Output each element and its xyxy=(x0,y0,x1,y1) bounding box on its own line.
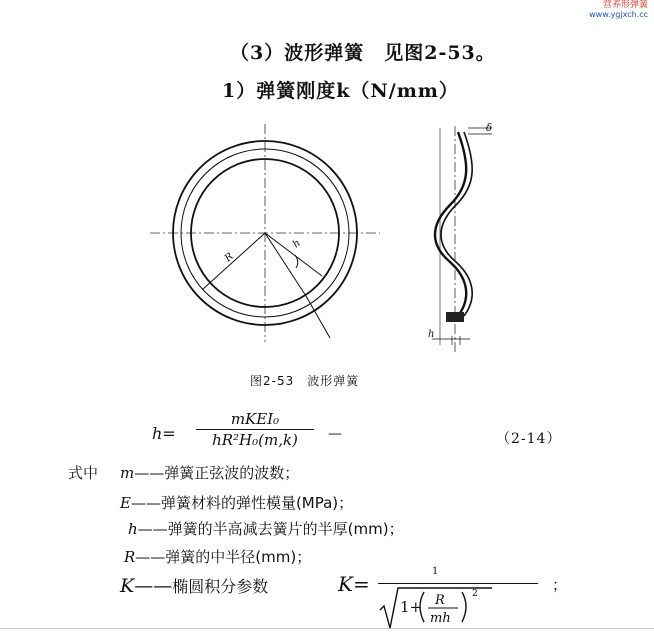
k-formula-denominator xyxy=(372,566,542,632)
h-label-front: h xyxy=(290,237,303,251)
watermark-url: www.ygjxch.cc xyxy=(589,10,648,19)
fraction-bar xyxy=(196,429,314,430)
h-label-side: h xyxy=(428,329,435,340)
delta-label: δ xyxy=(486,123,493,134)
side-view xyxy=(428,123,492,352)
equation-denominator: hR²H₀(m,k) xyxy=(212,431,298,449)
watermark-title: 营养形弹簧 xyxy=(602,0,648,10)
variable-symbol: E xyxy=(120,494,131,512)
variable-row-h xyxy=(128,518,404,539)
equation-numerator: mKEI₀ xyxy=(230,410,280,428)
variable-row-m xyxy=(120,462,299,483)
variable-description: 弹簧的中半径(mm)； xyxy=(165,548,312,566)
variable-description: 弹簧正弦波的波数； xyxy=(164,464,300,482)
radicand-prefix: 1+ xyxy=(400,598,423,616)
variable-description: 椭圆积分参数 xyxy=(172,577,269,596)
where-lead: 式中 xyxy=(68,464,99,482)
variable-row-e xyxy=(120,492,353,513)
variable-symbol: R xyxy=(124,548,136,566)
inner-denominator: mh xyxy=(430,611,451,626)
inner-numerator: R xyxy=(435,593,445,608)
angle-line-2 xyxy=(265,233,306,296)
exponent: 2 xyxy=(472,589,478,599)
k-formula-trailing: ； xyxy=(552,576,568,594)
bottom-rule xyxy=(0,628,654,629)
variable-dash: —— xyxy=(135,548,166,566)
radius-label: R xyxy=(222,251,236,265)
variable-dash: —— xyxy=(134,575,173,597)
variable-row-k xyxy=(120,574,268,597)
equation-lhs: h= xyxy=(152,424,176,443)
radius-line xyxy=(203,233,265,289)
section-heading: （3）波形弹簧 见图2-53。 xyxy=(230,42,496,64)
wave-strip-inner xyxy=(441,132,472,316)
variable-dash: —— xyxy=(134,464,165,482)
k-formula-lhs: K= xyxy=(338,572,370,596)
variable-dash: —— xyxy=(130,494,161,512)
front-view xyxy=(150,124,380,342)
variable-row-r xyxy=(124,546,311,567)
variable-symbol: h xyxy=(128,520,138,538)
sub-heading: 1）弹簧刚度k（N/mm） xyxy=(222,80,459,102)
variable-description: 弹簧的半高减去簧片的半厚(mm)； xyxy=(167,520,404,538)
figure-caption: 图2-53 波形弹簧 xyxy=(250,374,360,388)
equation-tail: — xyxy=(328,426,342,442)
k-formula-numerator: 1 xyxy=(432,566,439,577)
variable-description: 弹簧材料的弹性模量(MPa)； xyxy=(160,494,354,512)
variable-symbol: m xyxy=(120,464,135,482)
equation-number: （2-14） xyxy=(496,431,562,447)
right-paren xyxy=(462,592,466,622)
wave-strip-outer xyxy=(435,132,466,316)
variable-dash: —— xyxy=(137,520,168,538)
equation-fraction xyxy=(196,410,314,449)
variable-symbol: K xyxy=(120,575,135,597)
strip-end-block xyxy=(446,312,464,322)
